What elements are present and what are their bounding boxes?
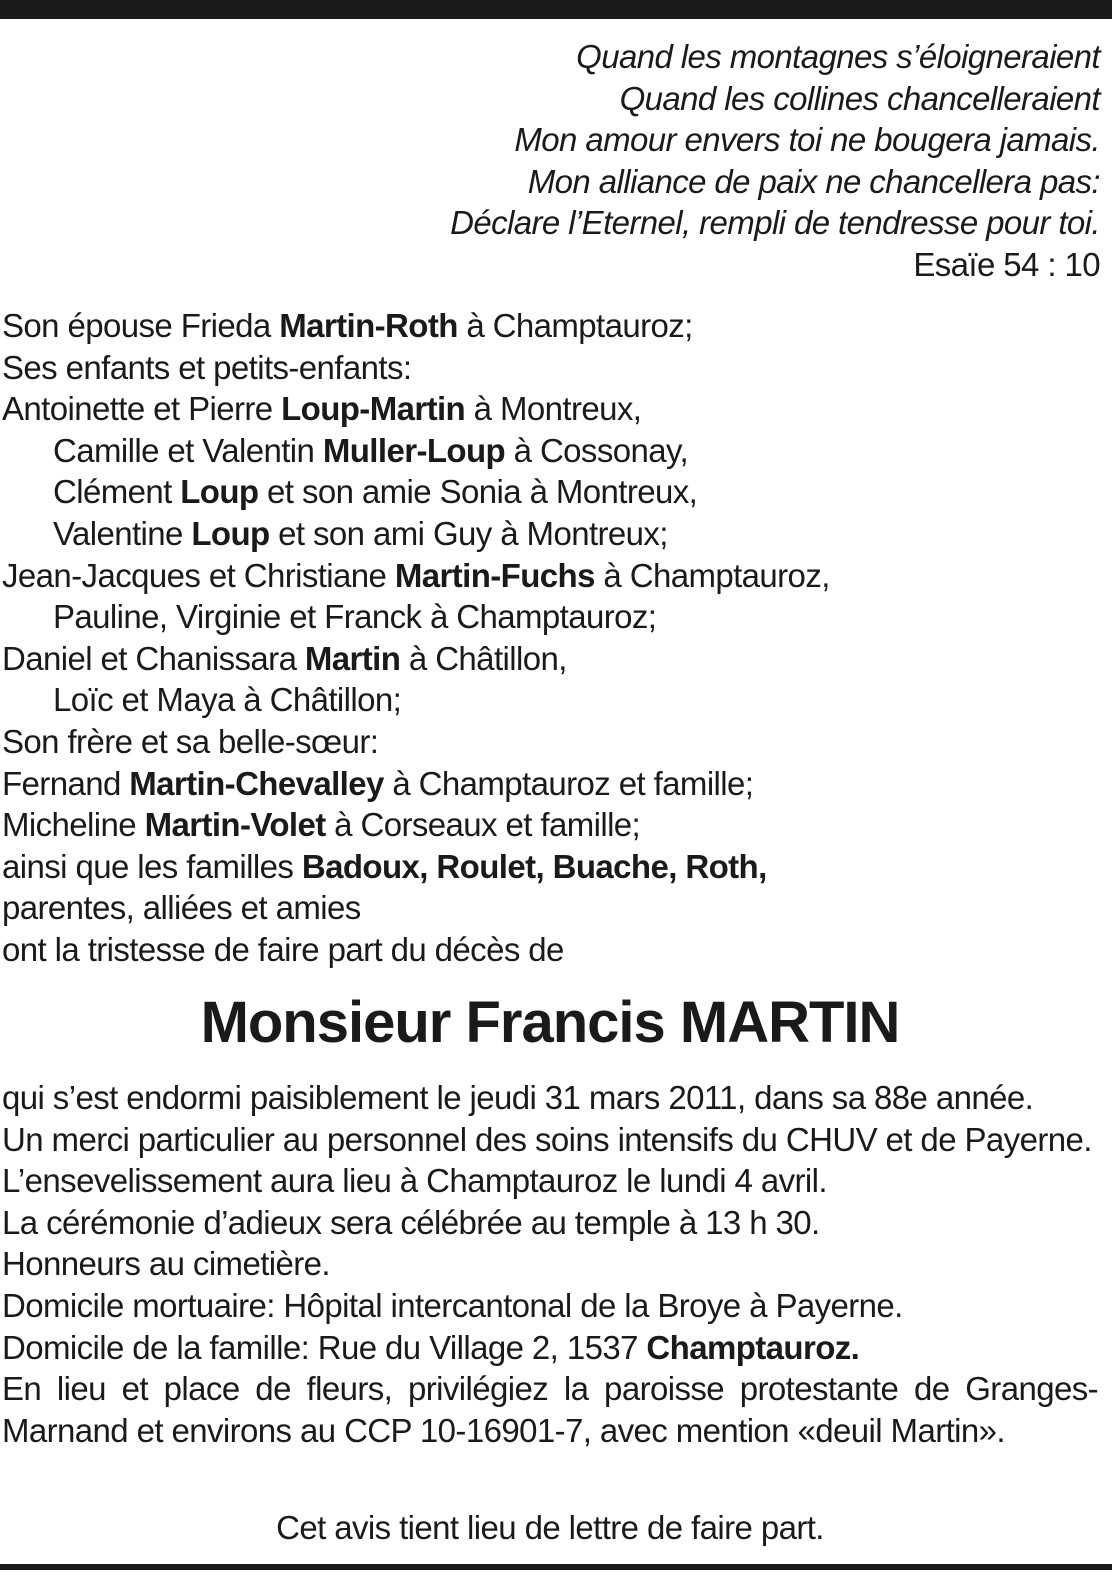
family-line: Valentine Loup et son ami Guy à Montreux; — [53, 514, 668, 552]
family-line: Son frère et sa belle-sœur: — [2, 722, 379, 760]
family-line: Ses enfants et petits-enfants: — [2, 348, 412, 386]
announcement-details — [2, 1077, 1098, 1451]
verse-line: Quand les montagnes s’éloigneraient — [576, 38, 1100, 75]
bible-verse — [450, 36, 1100, 286]
family-list — [2, 305, 1102, 971]
family-line: Son épouse Frieda Martin-Roth à Champtauroz; — [2, 307, 693, 344]
verse-line: Déclare l’Eternel, rempli de tendresse pour toi. — [450, 204, 1100, 242]
flowers-line: En lieu et place de fleurs, privilégiez la paroisse protestante de Granges-Marnand et environs au CCP 10-16901-7, avec mention «deuil Martin». — [2, 1370, 1098, 1449]
verse-line: Quand les collines chancelleraient — [619, 79, 1100, 117]
family-line: parentes, alliées et amies — [2, 889, 361, 927]
verse-reference: Esaïe 54 : 10 — [913, 245, 1100, 283]
family-line: Camille et Valentin Muller-Loup à Cossonay, — [53, 431, 689, 469]
family-line: Antoinette et Pierre Loup-Martin à Montreux, — [2, 390, 642, 428]
family-line: Loïc et Maya à Châtillon; — [53, 681, 402, 719]
family-line: Fernand Martin-Chevalley à Champtauroz et famille; — [2, 764, 754, 802]
honors-line: Honneurs au cimetière. — [2, 1245, 330, 1283]
family-line: ainsi que les familles Badoux, Roulet, Buache, Roth, — [2, 847, 767, 885]
thanks-line: Un merci particulier au personnel des soins intensifs du CHUV et de Payerne. — [2, 1120, 1092, 1158]
mortuary-line: Domicile mortuaire: Hôpital intercantonal de la Broye à Payerne. — [2, 1286, 903, 1324]
family-line: Micheline Martin-Volet à Corseaux et famille; — [2, 806, 641, 844]
top-rule — [0, 0, 1112, 19]
verse-line: Mon alliance de paix ne chancellera pas: — [527, 162, 1100, 200]
closing-note: Cet avis tient lieu de lettre de faire part. — [276, 1509, 824, 1546]
deceased-name: Monsieur Francis MARTIN — [200, 990, 900, 1055]
ceremony-line: La cérémonie d’adieux sera célébrée au temple à 13 h 30. — [2, 1203, 820, 1241]
bottom-rule — [0, 1564, 1112, 1570]
burial-line: L’ensevelissement aura lieu à Champtauroz le lundi 4 avril. — [2, 1162, 827, 1200]
death-date-line: qui s’est endormi paisiblement le jeudi 31 mars 2011, dans sa 88e année. — [2, 1079, 1034, 1116]
family-home-line: Domicile de la famille: Rue du Village 2, 1537 Champtauroz. — [2, 1328, 860, 1366]
family-line: Daniel et Chanissara Martin à Châtillon, — [2, 639, 567, 677]
family-line: Pauline, Virginie et Franck à Champtauroz; — [53, 598, 657, 636]
family-line: Jean-Jacques et Christiane Martin-Fuchs à Champtauroz, — [2, 556, 830, 594]
verse-line: Mon amour envers toi ne bougera jamais. — [514, 121, 1100, 159]
family-line: Clément Loup et son amie Sonia à Montreux, — [53, 473, 698, 511]
family-line: ont la tristesse de faire part du décès de — [2, 930, 564, 968]
